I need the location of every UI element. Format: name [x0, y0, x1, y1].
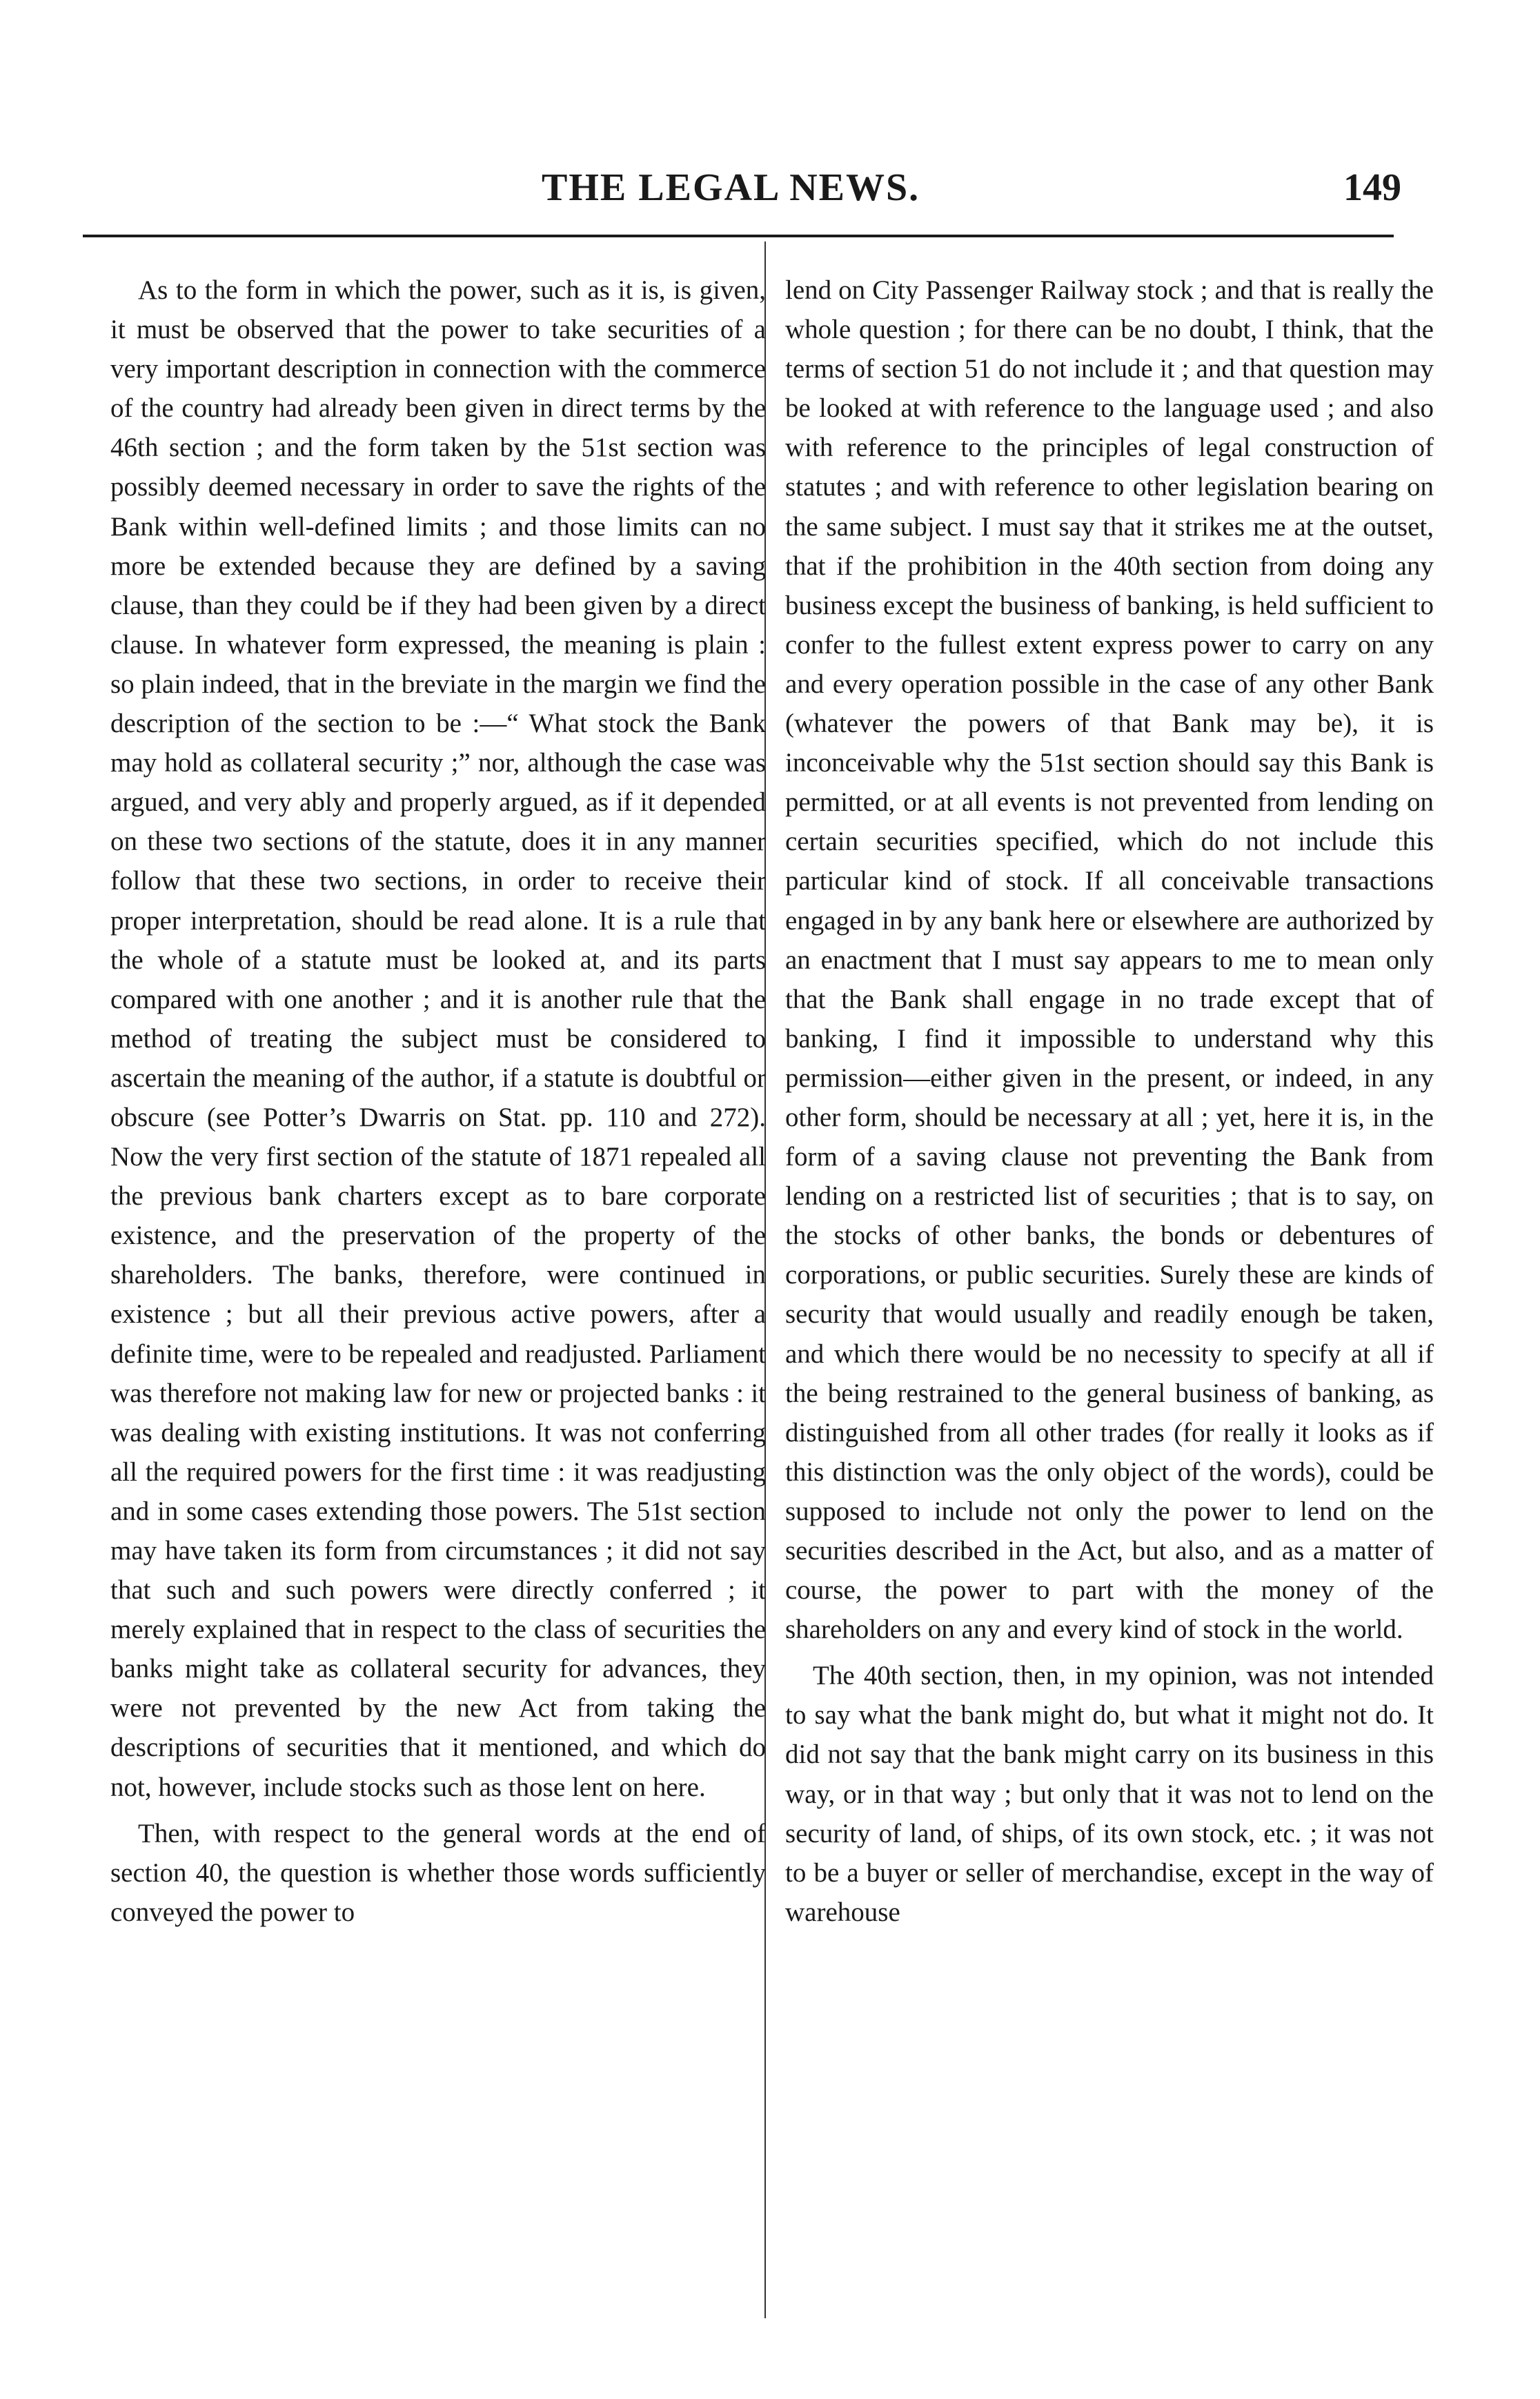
page-number: 149 [1343, 166, 1401, 209]
left-column [110, 270, 766, 1932]
paragraph: As to the form in which the power, such as it is, is given, it must be observed that the power to take securities of a very important description in connection with the commerce of the country had already been given in direct terms by the 46th section ; and the form taken by the 51st section was possibly deemed necessary in order to save the rights of the Bank within well-defined limits ; and those limits can no more be extended because they are defined by a saving clause, than they could be if they had been given by a direct clause. In whatever form expressed, the meaning is plain : so plain indeed, that in the breviate in the margin we find the description of the section to be :—“ What stock the Bank may hold as collateral security ;” nor, although the case was argued, and very ably and properly argued, as if it depended on these two sections of the statute, does it in any manner follow that these two sections, in order to receive their proper interpretation, should be read alone. It is a rule that the whole of a statute must be looked at, and its parts compared with one another ; and it is another rule that the method of treating the subject must be considered to ascertain the meaning of the author, if a statute is doubtful or obscure (see Potter’s Dwarris on Stat. pp. 110 and 272). Now the very first section of the statute of 1871 repealed all the previous bank charters except as to bare corporate existence, and the preservation of the property of the shareholders. The banks, therefore, were continued in existence ; but all their previous active powers, after a definite time, were to be repealed and readjusted. Parliament was therefore not making law for new or projected banks : it was dealing with existing institutions. It was not conferring all the required powers for the first time : it was readjusting and in some cases extending those powers. The 51st section may have taken its form from circumstances ; it did not say that such and such powers were directly conferred ; it merely explained that in respect to the class of securities the banks might take as collateral security for advances, they were not prevented by the new Act from taking the descriptions of securities that it mentioned, and which do not, however, include stocks such as those lent on here. [110, 275, 766, 1802]
right-column [785, 270, 1434, 1932]
page-header [83, 166, 1401, 221]
paragraph: The 40th section, then, in my opinion, was not intended to say what the bank might do, but what it might not do. It did not say that the bank might carry on its business in this way, or in that way ; but only that it was not to lend on the security of land, of ships, of its own stock, etc. ; it was not to be a buyer or seller of merchandise, except in the way of warehouse [785, 1661, 1434, 1927]
paragraph: lend on City Passenger Railway stock ; and that is really the whole question ; for there can be no doubt, I think, that the terms of section 51 do not include it ; and that question may be looked at with reference to the language used ; and also with reference to the principles of legal construction of statutes ; and with reference to other legislation bearing on the same subject. I must say that it strikes me at the outset, that if the prohibition in the 40th section from doing any business except the business of banking, is held sufficient to confer to the fullest extent express power to carry on any and every operation possible in the case of any other Bank (whatever the powers of that Bank may be), it is inconceivable why the 51st section should say this Bank is permitted, or at all events is not prevented from lending on certain securities specified, which do not include this particular kind of stock. If all conceivable transactions engaged in by any bank here or elsewhere are authorized by an enactment that I must say appears to me to mean only that the Bank shall engage in no trade except that of banking, I find it impossible to understand why this permission—either given in the present, or indeed, in any other form, should be necessary at all ; yet, here it is, in the form of a saving clause not preventing the Bank from lending on a restricted list of securities ; that is to say, on the stocks of other banks, the bonds or debentures of corporations, or public securities. Surely these are kinds of security that would usually and readily enough be taken, and which there would be no necessity to specify at all if the being restrained to the general business of banking, as distinguished from all other trades (for really it looks as if this distinction was the only object of the words), could be supposed to include not only the power to lend on the securities described in the Act, but also, and as a matter of course, the power to part with the money of the shareholders on any and every kind of stock in the world. [785, 275, 1434, 1645]
running-head: THE LEGAL NEWS. [542, 166, 920, 209]
paragraph: Then, with respect to the general words at the end of section 40, the question is whether those words sufficiently conveyed the power to [110, 1818, 766, 1927]
header-rule [83, 235, 1394, 237]
